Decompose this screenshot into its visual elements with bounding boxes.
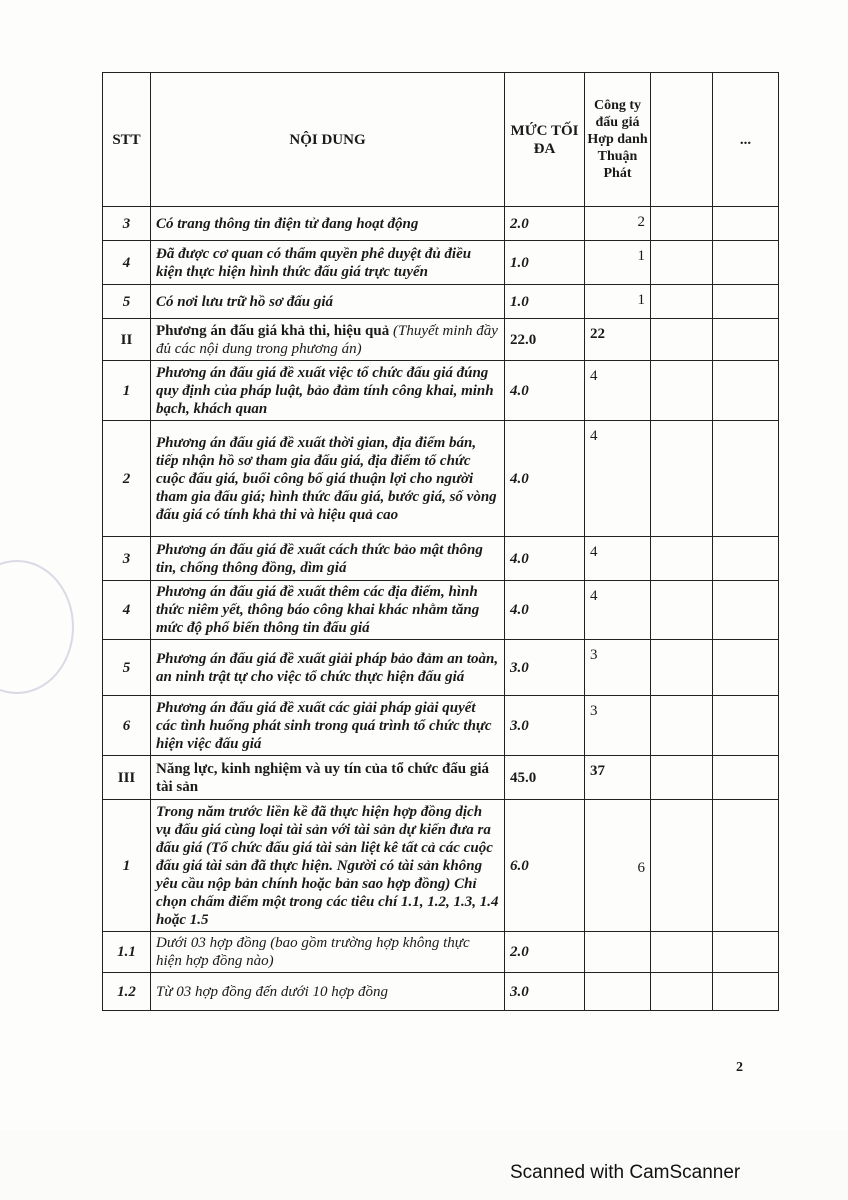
row-content xyxy=(151,421,505,537)
row-max-score: 6.0 xyxy=(505,800,585,932)
row-content-text: Từ 03 hợp đồng đến dưới 10 hợp đồng xyxy=(156,983,389,1000)
row-max-score: 22.0 xyxy=(505,319,585,361)
row-max-score: 4.0 xyxy=(505,361,585,421)
page-number: 2 xyxy=(736,1060,743,1075)
table-row xyxy=(103,285,779,319)
row-max-score: 2.0 xyxy=(505,207,585,241)
row-more-cell xyxy=(713,421,779,537)
row-blank-cell xyxy=(651,640,713,696)
row-more-cell xyxy=(713,285,779,319)
row-company-score xyxy=(585,932,651,973)
table-row xyxy=(103,932,779,973)
header-more: ... xyxy=(713,73,779,207)
evaluation-table xyxy=(102,72,779,1011)
row-company-score: 4 xyxy=(585,537,651,581)
header-blank xyxy=(651,73,713,207)
row-max-score: 3.0 xyxy=(505,640,585,696)
table-row xyxy=(103,207,779,241)
row-blank-cell xyxy=(651,537,713,581)
row-content-note: (Thuyết minh đầy đủ các nội dung trong phương án) xyxy=(156,322,498,357)
row-content-text: Phương án đấu giá đề xuất việc tổ chức đấu giá đúng quy định của pháp luật, bảo đảm tính công khai, minh bạch, khách quan xyxy=(156,364,494,417)
row-company-score: 4 xyxy=(585,581,651,640)
row-content xyxy=(151,537,505,581)
row-more-cell xyxy=(713,581,779,640)
table-row xyxy=(103,537,779,581)
row-content-text: Phương án đấu giá đề xuất thêm các địa điểm, hình thức niêm yết, thông báo công khai khác nhằm tăng mức độ phổ biến thông tin đấu giá xyxy=(156,584,480,636)
row-max-score: 2.0 xyxy=(505,932,585,973)
row-more-cell xyxy=(713,640,779,696)
table-row xyxy=(103,756,779,800)
row-company-score xyxy=(585,973,651,1011)
table-row xyxy=(103,800,779,932)
table-row xyxy=(103,421,779,537)
row-content xyxy=(151,800,505,932)
row-more-cell xyxy=(713,361,779,421)
row-blank-cell xyxy=(651,319,713,361)
row-content xyxy=(151,285,505,319)
row-more-cell xyxy=(713,932,779,973)
row-stt: III xyxy=(103,756,151,800)
row-stt: 5 xyxy=(103,640,151,696)
row-max-score: 4.0 xyxy=(505,421,585,537)
row-stt: 1.2 xyxy=(103,973,151,1011)
row-more-cell xyxy=(713,696,779,756)
row-content-text: Có trang thông tin điện tử đang hoạt động xyxy=(156,215,419,232)
row-company-score: 4 xyxy=(585,421,651,537)
row-stt: 4 xyxy=(103,241,151,285)
row-blank-cell xyxy=(651,932,713,973)
row-blank-cell xyxy=(651,207,713,241)
row-stt: 1 xyxy=(103,361,151,421)
row-company-score: 1 xyxy=(585,241,651,285)
row-stt: 2 xyxy=(103,421,151,537)
row-company-score: 4 xyxy=(585,361,651,421)
row-max-score: 1.0 xyxy=(505,241,585,285)
row-max-score: 3.0 xyxy=(505,973,585,1011)
row-company-score: 37 xyxy=(585,756,651,800)
row-content xyxy=(151,756,505,800)
table-row xyxy=(103,696,779,756)
row-stt: 4 xyxy=(103,581,151,640)
row-more-cell xyxy=(713,973,779,1011)
row-content xyxy=(151,640,505,696)
row-company-score: 2 xyxy=(585,207,651,241)
row-blank-cell xyxy=(651,696,713,756)
row-stt: II xyxy=(103,319,151,361)
row-max-score: 1.0 xyxy=(505,285,585,319)
row-content xyxy=(151,973,505,1011)
row-more-cell xyxy=(713,537,779,581)
row-stt: 1.1 xyxy=(103,932,151,973)
row-stt: 3 xyxy=(103,207,151,241)
row-stt: 1 xyxy=(103,800,151,932)
row-content-text: Dưới 03 hợp đồng (bao gồm trường hợp không thực hiện hợp đồng nào) xyxy=(156,935,470,969)
row-max-score: 4.0 xyxy=(505,537,585,581)
row-content xyxy=(151,361,505,421)
row-content-text: Phương án đấu giá đề xuất thời gian, địa điểm bán, tiếp nhận hồ sơ tham gia đấu giá, địa điểm tổ chức cuộc đấu giá, buổi công bố giá thuận lợi cho người tham gia đấu giá; hình thức đấu giá, bước giá, số vòng đấu giá có tính khả thi và hiệu quả cao xyxy=(156,434,497,523)
row-more-cell xyxy=(713,800,779,932)
row-more-cell xyxy=(713,756,779,800)
row-content xyxy=(151,581,505,640)
row-content xyxy=(151,241,505,285)
table-row xyxy=(103,581,779,640)
row-company-score: 3 xyxy=(585,696,651,756)
row-content-text: Năng lực, kinh nghiệm và uy tín của tổ chức đấu giá tài sản xyxy=(156,760,490,795)
row-content-text: Trong năm trước liền kề đã thực hiện hợp đồng dịch vụ đấu giá cùng loại tài sản với tài sản dự kiến đưa ra đấu giá (Tổ chức đấu giá tài sản liệt kê tất cả các cuộc đấu giá tài sản đã thực hiện. Người có tài sản không yêu cầu nộp bản chính hoặc bản sao hợp đồng) Chỉ chọn chấm điểm một trong các tiêu chí 1.1, 1.2, 1.3, 1.4 hoặc 1.5 xyxy=(156,803,499,928)
table-row xyxy=(103,361,779,421)
row-content-text: Đã được cơ quan có thẩm quyền phê duyệt đủ điều kiện thực hiện hình thức đấu giá trực tuyến xyxy=(156,245,472,280)
row-stt: 6 xyxy=(103,696,151,756)
row-blank-cell xyxy=(651,285,713,319)
table-row xyxy=(103,241,779,285)
row-company-score: 1 xyxy=(585,285,651,319)
row-more-cell xyxy=(713,207,779,241)
table-header-row xyxy=(103,73,779,207)
row-content-text: Phương án đấu giá khả thi, hiệu quả xyxy=(156,322,393,339)
row-blank-cell xyxy=(651,361,713,421)
row-max-score: 3.0 xyxy=(505,696,585,756)
row-content xyxy=(151,319,505,361)
row-blank-cell xyxy=(651,756,713,800)
row-content-text: Phương án đấu giá đề xuất giải pháp bảo đảm an toàn, an ninh trật tự cho việc tổ chức thực hiện đấu giá xyxy=(156,650,499,685)
faded-seal-stamp xyxy=(0,560,74,694)
row-company-score: 3 xyxy=(585,640,651,696)
row-max-score: 4.0 xyxy=(505,581,585,640)
row-content-text: Phương án đấu giá đề xuất cách thức bảo mật thông tin, chống thông đồng, dìm giá xyxy=(156,541,483,576)
row-company-score: 22 xyxy=(585,319,651,361)
row-stt: 3 xyxy=(103,537,151,581)
row-content xyxy=(151,207,505,241)
table-row xyxy=(103,319,779,361)
row-company-score: 6 xyxy=(585,800,651,932)
scanner-watermark: Scanned with CamScanner xyxy=(510,1162,741,1183)
header-company: Công ty đấu giá Hợp danh Thuận Phát xyxy=(585,73,651,207)
header-stt: STT xyxy=(103,73,151,207)
row-blank-cell xyxy=(651,421,713,537)
row-more-cell xyxy=(713,319,779,361)
table-row xyxy=(103,973,779,1011)
row-more-cell xyxy=(713,241,779,285)
row-blank-cell xyxy=(651,241,713,285)
header-max: MỨC TỐI ĐA xyxy=(505,73,585,207)
row-content xyxy=(151,932,505,973)
row-blank-cell xyxy=(651,800,713,932)
header-content: NỘI DUNG xyxy=(151,73,505,207)
row-blank-cell xyxy=(651,973,713,1011)
row-max-score: 45.0 xyxy=(505,756,585,800)
row-content xyxy=(151,696,505,756)
table-row xyxy=(103,640,779,696)
row-content-text: Có nơi lưu trữ hồ sơ đấu giá xyxy=(156,293,334,310)
row-content-text: Phương án đấu giá đề xuất các giải pháp giải quyết các tình huống phát sinh trong quá trình tổ chức thực hiện việc đấu giá xyxy=(156,699,492,752)
row-stt: 5 xyxy=(103,285,151,319)
row-blank-cell xyxy=(651,581,713,640)
